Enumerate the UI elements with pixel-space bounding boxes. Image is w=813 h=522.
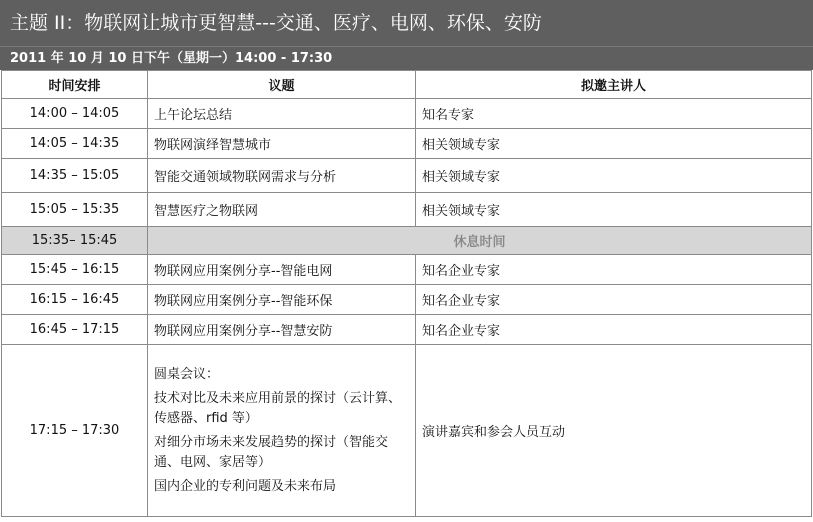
row-speaker: 相关领域专家 — [416, 193, 812, 227]
column-header-time: 时间安排 — [2, 71, 148, 99]
row-time: 14:05 – 14:35 — [2, 129, 148, 159]
table-row — [2, 193, 812, 227]
table-row — [2, 315, 812, 345]
row-topic: 智慧医疗之物联网 — [148, 193, 416, 227]
roundtable-row — [2, 345, 812, 517]
page-title: 主题 II：物联网让城市更智慧---交通、医疗、电网、环保、安防 — [0, 0, 813, 46]
row-time: 16:45 – 17:15 — [2, 315, 148, 345]
row-speaker: 知名企业专家 — [416, 315, 812, 345]
break-row — [2, 227, 812, 255]
session-date: 2011 年 10 月 10 日下午（星期一）14:00 - 17:30 — [0, 46, 813, 70]
row-topic: 物联网应用案例分享--智能电网 — [148, 255, 416, 285]
roundtable-line: 圆桌会议： — [154, 366, 220, 382]
break-time: 15:35– 15:45 — [2, 227, 148, 255]
row-topic: 上午论坛总结 — [148, 99, 416, 129]
row-speaker: 相关领域专家 — [416, 129, 812, 159]
table-row — [2, 255, 812, 285]
roundtable-topics — [148, 345, 416, 517]
roundtable-speaker: 演讲嘉宾和参会人员互动 — [416, 345, 812, 517]
row-topic: 智能交通领域物联网需求与分析 — [148, 159, 416, 193]
row-time: 15:05 – 15:35 — [2, 193, 148, 227]
row-topic: 物联网应用案例分享--智慧安防 — [148, 315, 416, 345]
row-time: 14:00 – 14:05 — [2, 99, 148, 129]
column-header-speaker: 拟邀主讲人 — [416, 71, 812, 99]
column-header-topic: 议题 — [148, 71, 416, 99]
row-speaker: 知名专家 — [416, 99, 812, 129]
row-topic: 物联网演绎智慧城市 — [148, 129, 416, 159]
roundtable-line: 国内企业的专利问题及未来布局 — [154, 478, 337, 494]
table-row — [2, 129, 812, 159]
table-row — [2, 285, 812, 315]
row-time: 14:35 – 15:05 — [2, 159, 148, 193]
row-topic: 物联网应用案例分享--智能环保 — [148, 285, 416, 315]
roundtable-line: 技术对比及未来应用前景的探讨（云计算、传感器、rfid 等） — [154, 390, 402, 426]
row-speaker: 知名企业专家 — [416, 285, 812, 315]
roundtable-line: 对细分市场未来发展趋势的探讨（智能交通、电网、家居等） — [154, 434, 389, 470]
break-label: 休息时间 — [148, 227, 812, 255]
table-row — [2, 99, 812, 129]
row-speaker: 相关领域专家 — [416, 159, 812, 193]
row-time: 16:15 – 16:45 — [2, 285, 148, 315]
roundtable-time: 17:15 – 17:30 — [2, 345, 148, 517]
row-speaker: 知名企业专家 — [416, 255, 812, 285]
table-row — [2, 159, 812, 193]
schedule-table — [1, 70, 812, 517]
row-time: 15:45 – 16:15 — [2, 255, 148, 285]
table-header-row — [2, 71, 812, 99]
